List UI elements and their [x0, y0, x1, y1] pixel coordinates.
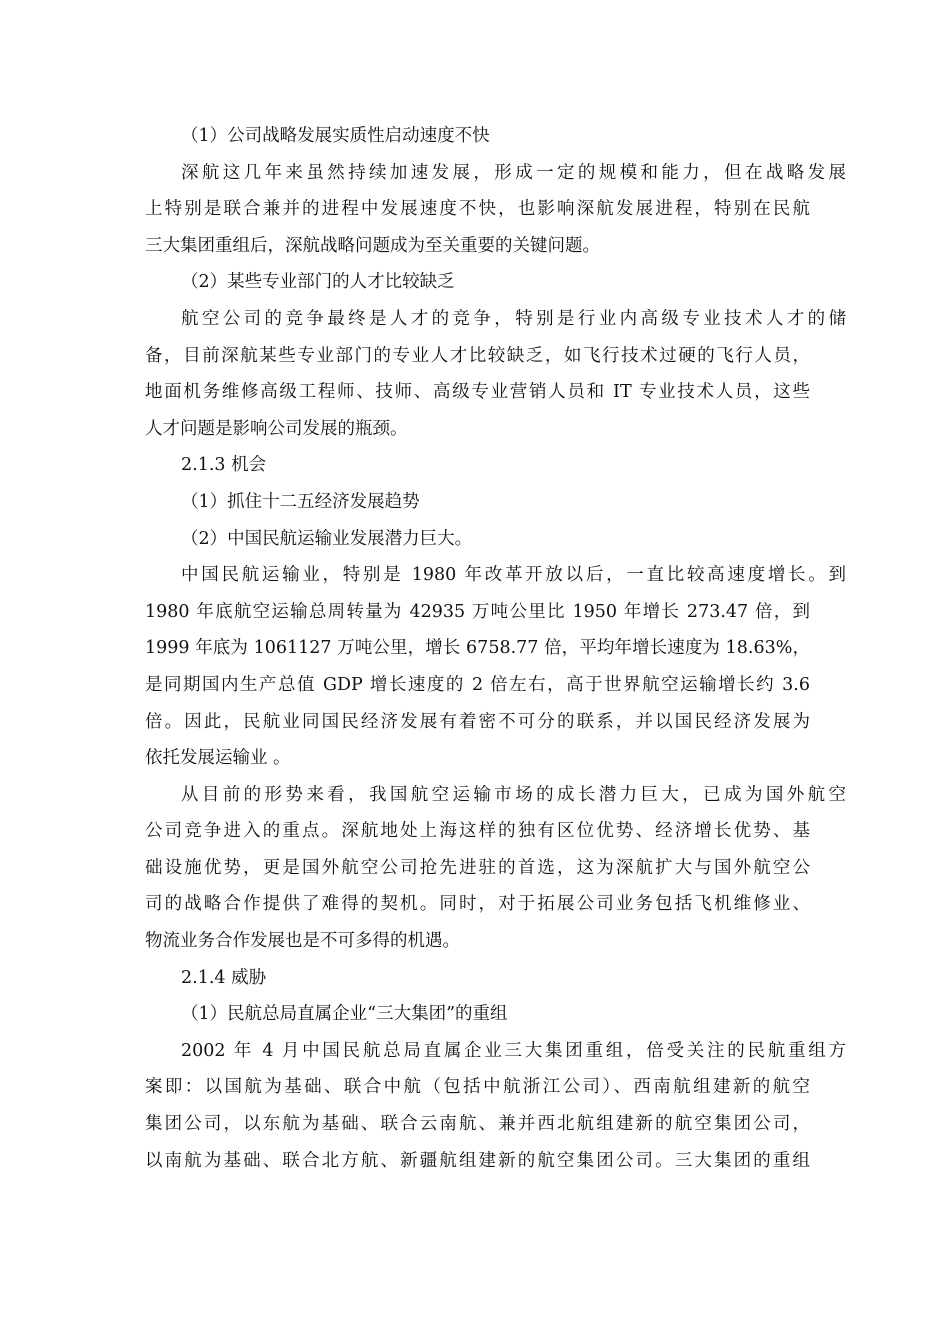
text-line: 从目前的形势来看，我国航空运输市场的成长潜力巨大，已成为国外航空	[181, 784, 846, 805]
text-line: 三大集团重组后，深航战略问题成为至关重要的关键问题。	[145, 235, 600, 256]
text-line: 深航这几年来虽然持续加速发展，形成一定的规模和能力，但在战略发展	[181, 162, 846, 183]
text-line: 司的战略合作提供了难得的契机。同时，对于拓展公司业务包括飞机维修业、	[145, 894, 810, 915]
text-line: 础设施优势，更是国外航空公司抢先进驻的首选，这为深航扩大与国外航空公	[145, 857, 810, 878]
text-line: （1）抓住十二五经济发展趋势	[181, 491, 420, 512]
text-line: 倍。因此，民航业同国民经济发展有着密不可分的联系，并以国民经济发展为	[145, 711, 810, 732]
text-line: 备，目前深航某些专业部门的专业人才比较缺乏，如飞行技术过硬的飞行人员，	[145, 345, 810, 366]
text-line: （1）民航总局直属企业“三大集团”的重组	[181, 1004, 508, 1025]
text-line: （1）公司战略发展实质性启动速度不快	[181, 126, 490, 146]
text-line: 集团公司，以东航为基础、联合云南航、兼并西北航组建新的航空集团公司，	[145, 1114, 810, 1135]
text-line: 上特别是联合兼并的进程中发展速度不快，也影响深航发展进程，特别在民航	[145, 199, 810, 220]
text-line: 是同期国内生产总值 GDP 增长速度的 2 倍左右，高于世界航空运输增长约 3.6	[145, 674, 810, 695]
text-line: 1999 年底为 1061127 万吨公里，增长 6758.77 倍，平均年增长速度为 18.63%，	[145, 638, 810, 659]
text-line: （2）某些专业部门的人才比较缺乏	[181, 272, 455, 293]
text-line: 物流业务合作发展也是不可多得的机遇。	[145, 931, 460, 952]
text-line: 以南航为基础、联合北方航、新疆航组建新的航空集团公司。三大集团的重组	[145, 1150, 810, 1171]
text-line: 2.1.4 威胁	[181, 967, 267, 988]
text-line: 2002 年 4 月中国民航总局直属企业三大集团重组，倍受关注的民航重组方	[181, 1040, 846, 1061]
text-line: 中国民航运输业，特别是 1980 年改革开放以后，一直比较高速度增长。到	[181, 565, 846, 586]
text-line: 依托发展运输业 。	[145, 748, 291, 769]
text-line: 公司竞争进入的重点。深航地处上海这样的独有区位优势、经济增长优势、基	[145, 821, 810, 842]
text-line: 1980 年底航空运输总周转量为 42935 万吨公里比 1950 年增长 273.47 倍，到	[145, 601, 810, 622]
text-line: 案即：以国航为基础、联合中航（包括中航浙江公司）、西南航组建新的航空	[145, 1077, 810, 1098]
text-line: 地面机务维修高级工程师、技师、高级专业营销人员和 IT 专业技术人员，这些	[145, 382, 810, 403]
document-body	[145, 118, 846, 1179]
text-line: （2）中国民航运输业发展潜力巨大。	[181, 528, 473, 549]
text-line: 人才问题是影响公司发展的瓶颈。	[145, 418, 408, 439]
text-line: 2.1.3 机会	[181, 455, 267, 476]
text-line: 航空公司的竞争最终是人才的竞争，特别是行业内高级专业技术人才的储	[181, 308, 846, 329]
